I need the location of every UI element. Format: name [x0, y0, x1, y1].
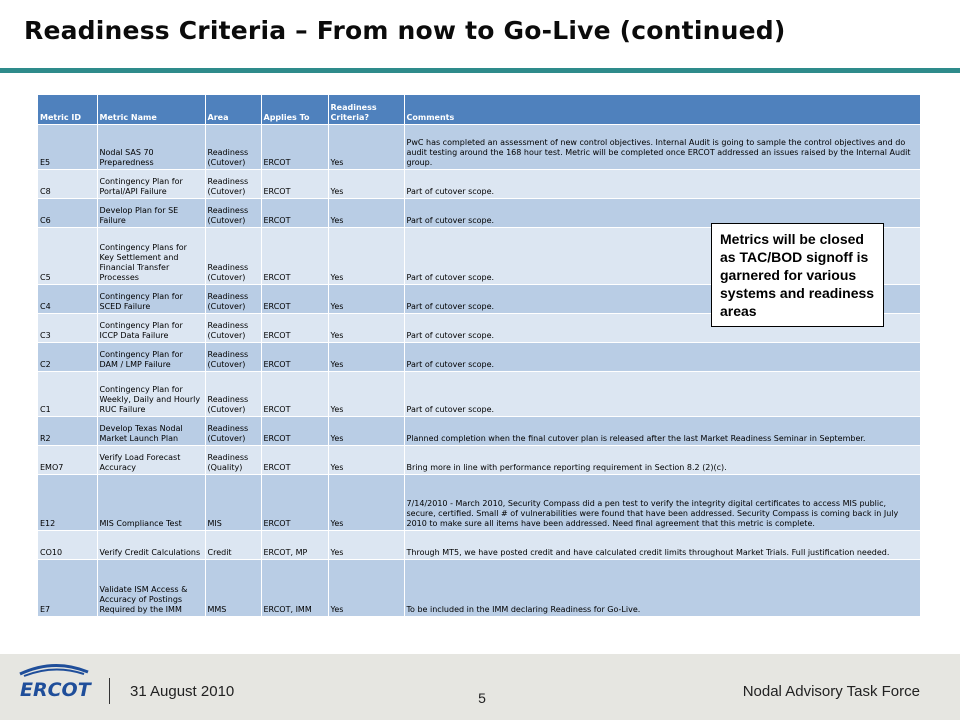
table-row [38, 125, 920, 170]
table-row [38, 446, 920, 475]
cell-metric-name: Contingency Plan for ICCP Data Failure [97, 314, 205, 343]
cell-metric-id: C6 [38, 199, 97, 228]
cell-readiness-criteria: Yes [328, 475, 404, 531]
cell-comments: Through MT5, we have posted credit and have calculated credit limits throughout Market Trials. Full justification needed. [404, 531, 920, 560]
cell-comments: To be included in the IMM declaring Readiness for Go-Live. [404, 560, 920, 617]
cell-readiness-criteria: Yes [328, 314, 404, 343]
cell-readiness-criteria: Yes [328, 531, 404, 560]
footer-organization: Nodal Advisory Task Force [742, 683, 920, 700]
table-row [38, 417, 920, 446]
ercot-logo [14, 660, 94, 704]
cell-applies-to: ERCOT [261, 285, 328, 314]
cell-readiness-criteria: Yes [328, 199, 404, 228]
cell-applies-to: ERCOT [261, 446, 328, 475]
page-number: 5 [478, 690, 486, 706]
cell-applies-to: ERCOT [261, 417, 328, 446]
cell-readiness-criteria: Yes [328, 343, 404, 372]
cell-area: Readiness (Cutover) [205, 372, 261, 417]
cell-metric-id: EMO7 [38, 446, 97, 475]
col-header-metric-id: Metric ID [38, 95, 97, 125]
cell-applies-to: ERCOT, MP [261, 531, 328, 560]
cell-metric-id: C5 [38, 228, 97, 285]
cell-metric-name: Contingency Plan for Portal/API Failure [97, 170, 205, 199]
cell-metric-id: C3 [38, 314, 97, 343]
title-divider [0, 68, 960, 73]
cell-comments: Part of cutover scope. [404, 285, 920, 314]
cell-applies-to: ERCOT, IMM [261, 560, 328, 617]
cell-applies-to: ERCOT [261, 475, 328, 531]
cell-applies-to: ERCOT [261, 199, 328, 228]
cell-readiness-criteria: Yes [328, 446, 404, 475]
cell-area: Readiness (Cutover) [205, 170, 261, 199]
table-header-row [38, 95, 920, 125]
cell-readiness-criteria: Yes [328, 372, 404, 417]
cell-applies-to: ERCOT [261, 170, 328, 199]
cell-area: Readiness (Cutover) [205, 314, 261, 343]
cell-comments: Part of cutover scope. [404, 372, 920, 417]
cell-area: Readiness (Cutover) [205, 228, 261, 285]
cell-area: Readiness (Cutover) [205, 285, 261, 314]
cell-comments: 7/14/2010 - March 2010, Security Compass did a pen test to verify the integrity digital certificates to access MIS public, secure, certified. Small # of vulnerabilities were found that have been addressed. Security Compass is coming back in July 2010 to make sure all items have been addressed. Need final agreement that this metric is complete. [404, 475, 920, 531]
cell-metric-id: E7 [38, 560, 97, 617]
cell-area: MIS [205, 475, 261, 531]
cell-area: Readiness (Quality) [205, 446, 261, 475]
cell-metric-name: MIS Compliance Test [97, 475, 205, 531]
cell-area: Readiness (Cutover) [205, 199, 261, 228]
cell-comments: Part of cutover scope. [404, 170, 920, 199]
table-row [38, 560, 920, 617]
footer-date: 31 August 2010 [130, 683, 235, 700]
cell-metric-name: Develop Plan for SE Failure [97, 199, 205, 228]
cell-metric-name: Develop Texas Nodal Market Launch Plan [97, 417, 205, 446]
col-header-metric-name: Metric Name [97, 95, 205, 125]
cell-readiness-criteria: Yes [328, 560, 404, 617]
logo-text: ERCOT [20, 679, 91, 701]
col-header-comments: Comments [404, 95, 920, 125]
cell-metric-id: C8 [38, 170, 97, 199]
readiness-table [38, 95, 921, 617]
cell-metric-name: Contingency Plan for DAM / LMP Failure [97, 343, 205, 372]
footer-divider [109, 678, 110, 704]
cell-metric-id: C1 [38, 372, 97, 417]
table-row [38, 343, 920, 372]
cell-area: Readiness (Cutover) [205, 417, 261, 446]
cell-metric-name: Contingency Plans for Key Settlement and Financial Transfer Processes [97, 228, 205, 285]
col-header-applies-to: Applies To [261, 95, 328, 125]
cell-metric-id: C4 [38, 285, 97, 314]
cell-readiness-criteria: Yes [328, 170, 404, 199]
cell-metric-id: R2 [38, 417, 97, 446]
cell-comments: PwC has completed an assessment of new control objectives. Internal Audit is going to sample the control objectives and do audit testing around the 168 hour test. Metric will be completed once ERCOT addressed an issues raised by the Internal Audit group. [404, 125, 920, 170]
cell-metric-id: E12 [38, 475, 97, 531]
cell-comments: Part of cutover scope. [404, 314, 920, 343]
cell-metric-name: Nodal SAS 70 Preparedness [97, 125, 205, 170]
table-row [38, 170, 920, 199]
slide-title: Readiness Criteria – From now to Go-Live (continued) [24, 16, 786, 45]
cell-metric-id: CO10 [38, 531, 97, 560]
col-header-area: Area [205, 95, 261, 125]
cell-metric-name: Contingency Plan for Weekly, Daily and Hourly RUC Failure [97, 372, 205, 417]
cell-comments: Planned completion when the final cutover plan is released after the last Market Readiness Seminar in September. [404, 417, 920, 446]
cell-applies-to: ERCOT [261, 125, 328, 170]
cell-applies-to: ERCOT [261, 228, 328, 285]
cell-metric-id: C2 [38, 343, 97, 372]
table-row [38, 475, 920, 531]
cell-comments: Bring more in line with performance reporting requirement in Section 8.2 (2)(c). [404, 446, 920, 475]
cell-readiness-criteria: Yes [328, 228, 404, 285]
table-row [38, 531, 920, 560]
cell-metric-name: Verify Load Forecast Accuracy [97, 446, 205, 475]
cell-applies-to: ERCOT [261, 314, 328, 343]
cell-comments: Part of cutover scope. [404, 228, 920, 285]
col-header-readiness-criteria: Readiness Criteria? [328, 95, 404, 125]
cell-applies-to: ERCOT [261, 372, 328, 417]
cell-metric-name: Validate ISM Access & Accuracy of Postings Required by the IMM [97, 560, 205, 617]
cell-area: Credit [205, 531, 261, 560]
cell-applies-to: ERCOT [261, 343, 328, 372]
table-row [38, 372, 920, 417]
cell-metric-id: E5 [38, 125, 97, 170]
cell-readiness-criteria: Yes [328, 285, 404, 314]
cell-metric-name: Verify Credit Calculations [97, 531, 205, 560]
callout-note: Metrics will be closed as TAC/BOD signoff is garnered for various systems and readiness areas [711, 223, 884, 327]
cell-area: MMS [205, 560, 261, 617]
cell-area: Readiness (Cutover) [205, 343, 261, 372]
cell-area: Readiness (Cutover) [205, 125, 261, 170]
cell-comments: Part of cutover scope. [404, 199, 920, 228]
cell-comments: Part of cutover scope. [404, 343, 920, 372]
cell-metric-name: Contingency Plan for SCED Failure [97, 285, 205, 314]
readiness-table-container [38, 95, 920, 617]
cell-readiness-criteria: Yes [328, 417, 404, 446]
cell-readiness-criteria: Yes [328, 125, 404, 170]
